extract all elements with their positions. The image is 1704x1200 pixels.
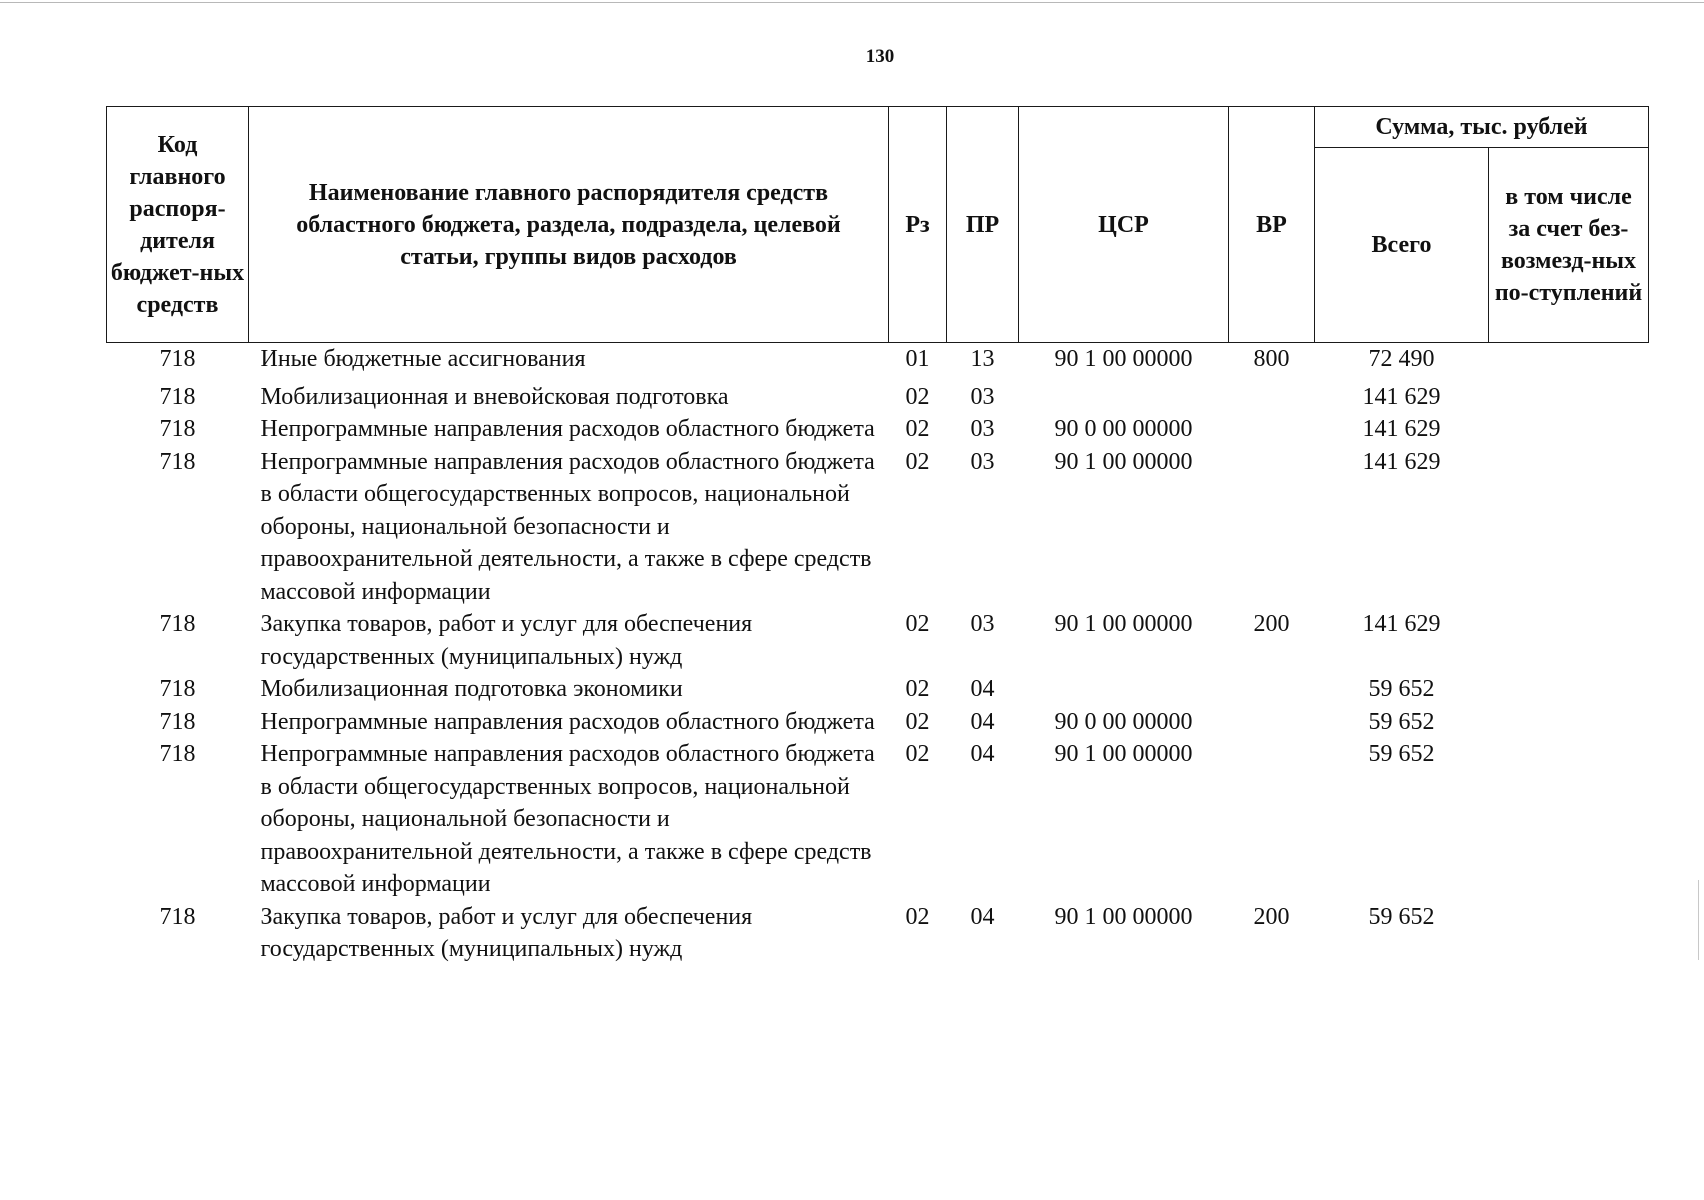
row-rz: 02 [905,741,930,767]
row-code: 718 [159,448,196,475]
row-vr [1229,376,1315,414]
row-rz: 02 [905,448,930,475]
row-vr [1229,673,1315,706]
row-rz: 01 [905,346,930,372]
row-name: Закупка товаров, работ и услуг для обеспечения государственных (муниципальных) нужд [260,903,753,962]
row-rz: 02 [905,676,930,702]
row-csr [1019,376,1229,414]
table-row [107,376,1649,414]
row-vr: 200 [1253,611,1290,637]
row-pr: 03 [970,416,995,442]
row-free [1489,901,1649,966]
table-row [107,706,1649,739]
row-rz: 02 [905,611,930,637]
row-pr: 04 [970,903,995,930]
row-free [1489,413,1649,446]
row-csr [1019,673,1229,706]
row-total: 59 652 [1368,741,1435,767]
row-rz: 02 [905,708,930,735]
row-vr [1229,706,1315,739]
row-code: 718 [159,903,196,930]
table-row [107,608,1649,673]
row-free [1489,706,1649,739]
row-code: 718 [159,416,196,442]
header-csr: ЦСР [1019,107,1229,343]
row-total: 141 629 [1362,416,1441,442]
header-code: Код главного распоря-дителя бюджет-ных средств [107,107,249,343]
table-row [107,343,1649,376]
row-csr: 90 1 00 00000 [1054,741,1193,767]
row-name: Непрограммные направления расходов областного бюджета [260,708,875,735]
row-pr: 03 [970,383,995,410]
row-name: Непрограммные направления расходов областного бюджета [260,416,875,442]
row-code: 718 [159,346,196,372]
header-incl-free: в том числе за счет без-возмезд-ных по-ступлений [1489,148,1649,343]
row-total: 141 629 [1362,383,1441,410]
row-csr: 90 1 00 00000 [1054,346,1193,372]
table-row [107,738,1649,901]
table-header [107,107,1649,343]
table-row [107,673,1649,706]
row-code: 718 [159,741,196,767]
row-pr: 04 [970,741,995,767]
row-pr: 04 [970,676,995,702]
table-row [107,901,1649,966]
row-name: Закупка товаров, работ и услуг для обеспечения государственных (муниципальных) нужд [260,611,753,670]
row-pr: 04 [970,708,995,735]
table-body [107,343,1649,966]
row-total: 59 652 [1368,676,1435,702]
header-pr: ПР [947,107,1019,343]
row-code: 718 [159,708,196,735]
row-total: 72 490 [1368,346,1435,372]
row-code: 718 [159,383,196,410]
row-rz: 02 [905,383,930,410]
row-vr [1229,413,1315,446]
row-free [1489,608,1649,673]
row-free [1489,673,1649,706]
budget-table [106,106,1649,966]
row-vr [1229,446,1315,609]
table-row [107,413,1649,446]
header-vr: ВР [1229,107,1315,343]
row-code: 718 [159,611,196,637]
row-csr: 90 0 00 00000 [1054,708,1193,735]
row-rz: 02 [905,416,930,442]
scan-edge-line-right [1698,880,1699,960]
row-csr: 90 0 00 00000 [1054,416,1193,442]
table-row [107,446,1649,609]
row-free [1489,738,1649,901]
row-total: 59 652 [1368,903,1435,930]
header-name: Наименование главного распорядителя средств областного бюджета, раздела, подраздела, целевой статьи, группы видов расходов [249,107,889,343]
row-name: Непрограммные направления расходов областного бюджета в области общегосударственных вопросов, национальной обороны, национальной безопасности и правоохранительной деятельности, а также в сфере средств массовой информации [260,448,875,605]
row-total: 141 629 [1362,448,1441,475]
row-free [1489,376,1649,414]
page-number: 130 [865,46,895,67]
row-name: Мобилизационная подготовка экономики [260,676,683,702]
row-csr: 90 1 00 00000 [1054,448,1193,475]
row-name: Иные бюджетные ассигнования [260,346,586,372]
row-free [1489,446,1649,609]
row-name: Мобилизационная и вневойсковая подготовка [260,383,729,410]
row-name: Непрограммные направления расходов областного бюджета в области общегосударственных вопросов, национальной обороны, национальной безопасности и правоохранительной деятельности, а также в сфере средств массовой информации [260,741,875,897]
row-rz: 02 [905,903,930,930]
row-vr: 800 [1253,346,1290,372]
row-csr: 90 1 00 00000 [1054,611,1193,637]
row-free [1489,343,1649,376]
row-vr: 200 [1253,903,1290,930]
row-pr: 03 [970,611,995,637]
header-sum-group: Сумма, тыс. рублей [1315,107,1649,148]
row-pr: 03 [970,448,995,475]
row-code: 718 [159,676,196,702]
row-total: 141 629 [1362,611,1441,637]
row-pr: 13 [970,346,995,372]
header-total: Всего [1315,148,1489,343]
row-total: 59 652 [1368,708,1435,735]
row-csr: 90 1 00 00000 [1054,903,1193,930]
header-rz: Рз [889,107,947,343]
row-vr [1229,738,1315,901]
scan-edge-line [0,2,1704,3]
